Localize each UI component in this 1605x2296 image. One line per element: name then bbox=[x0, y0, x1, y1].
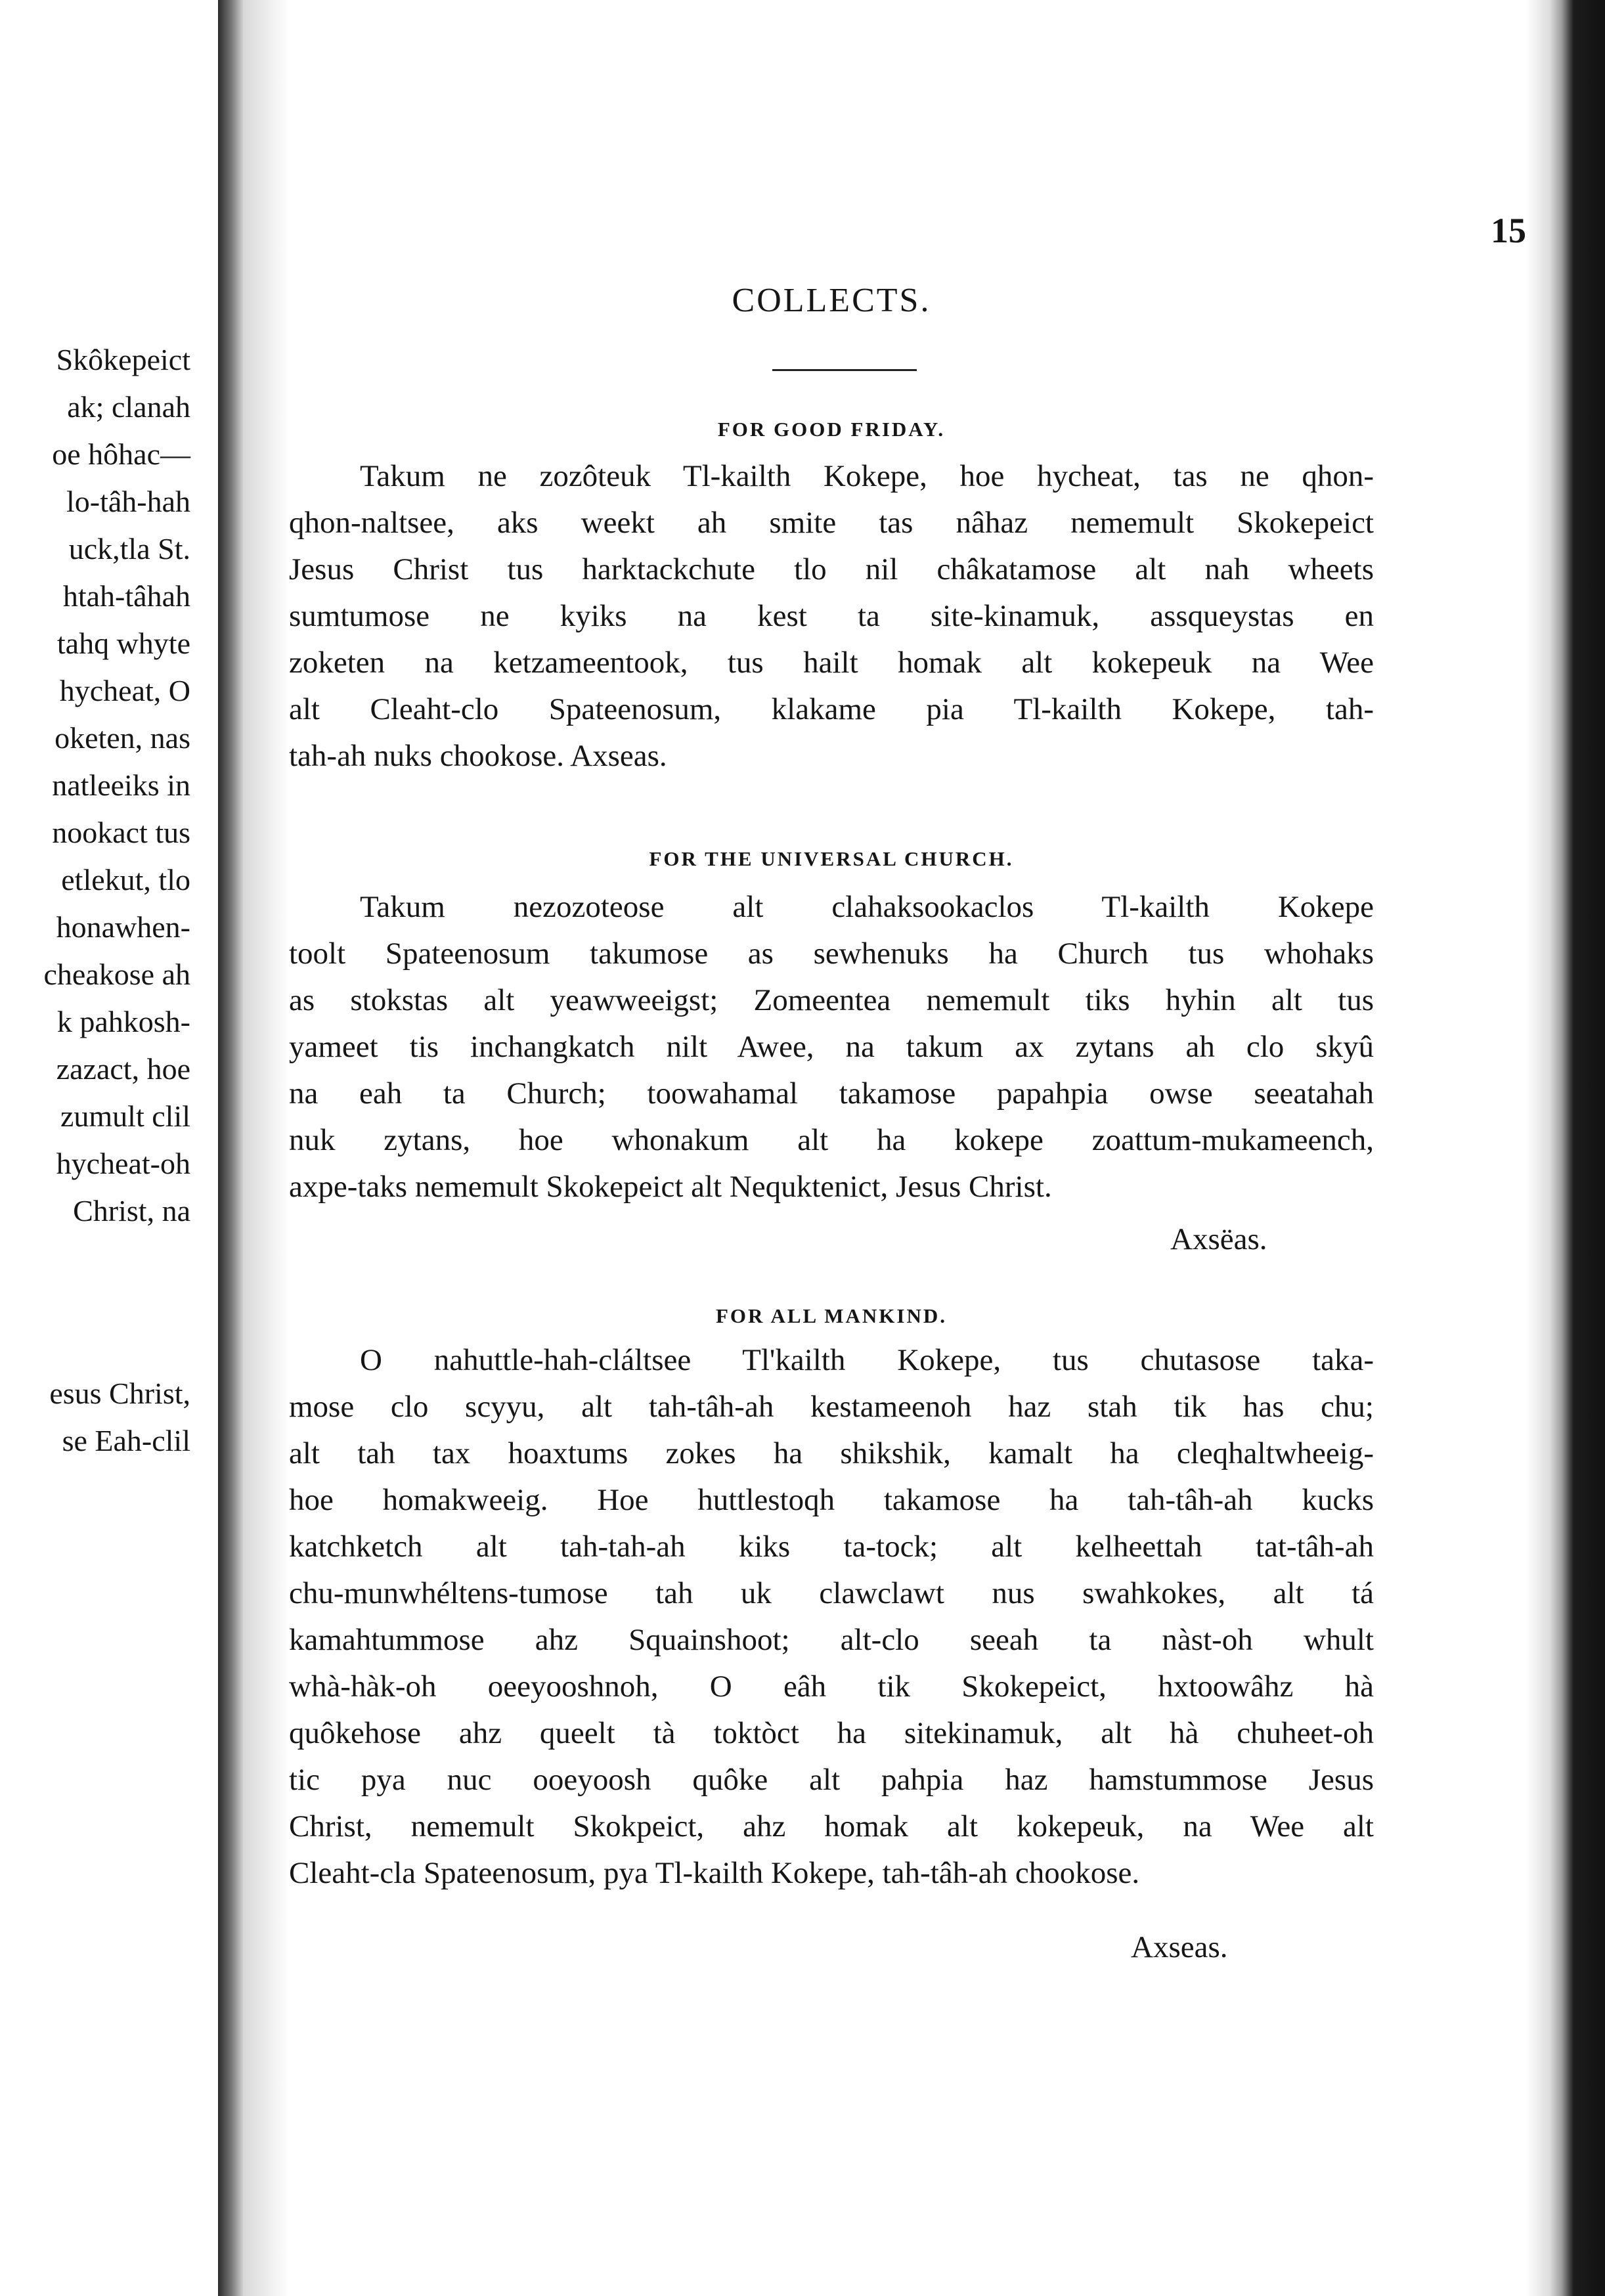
page-number: 15 bbox=[1491, 211, 1526, 250]
left-page-fragment bbox=[0, 0, 218, 2296]
left-line: zumult clil bbox=[60, 1099, 190, 1133]
text-line: axpe-taks nememult Skokepeict alt Nequktenict, Jesus Christ. bbox=[289, 1170, 1052, 1204]
text-line: katchketch alt tah-tah-ah kiks ta-tock; alt kelheettah tat-tâh-ah bbox=[289, 1530, 1374, 1564]
page-title: COLLECTS. bbox=[732, 282, 931, 319]
text-line: quôkehose ahz queelt tà toktòct ha sitekinamuk, alt hà chuheet-oh bbox=[289, 1716, 1374, 1750]
left-line: Christ, na bbox=[73, 1194, 190, 1227]
text-line: hoe homakweeig. Hoe huttlestoqh takamose ha tah-tâh-ah kucks bbox=[289, 1483, 1374, 1517]
text-line: yameet tis inchangkatch nilt Awee, na takum ax zytans ah clo skyû bbox=[289, 1030, 1374, 1064]
left-line: Skôkepeict bbox=[56, 343, 190, 376]
text-line: qhon-naltsee, aks weekt ah smite tas nâhaz nememult Skokepeict bbox=[289, 506, 1374, 540]
left-line: htah-tâhah bbox=[62, 579, 190, 613]
collect-good-friday bbox=[289, 453, 1374, 780]
left-line: etlekut, tlo bbox=[61, 863, 190, 896]
left-line: k pahkosh- bbox=[56, 1005, 190, 1038]
left-line: tahq whyte bbox=[56, 627, 190, 660]
left-line: oe hôhac— bbox=[52, 437, 190, 471]
left-line: lo-tâh-hah bbox=[66, 485, 190, 518]
left-line: esus Christ, bbox=[49, 1377, 190, 1410]
text-line: Cleaht-cla Spateenosum, pya Tl-kailth Kokepe, tah-tâh-ah chookose. bbox=[289, 1856, 1140, 1890]
text-line: Takum ne zozôteuk Tl-kailth Kokepe, hoe hycheat, tas ne qhon- bbox=[360, 459, 1374, 493]
text-line: tic pya nuc ooeyoosh quôke alt pahpia haz hamstummose Jesus bbox=[289, 1763, 1374, 1797]
right-page bbox=[289, 0, 1526, 2296]
text-line: zoketen na ketzameentook, tus hailt homak alt kokepeuk na Wee bbox=[289, 646, 1374, 680]
text-line: mose clo scyyu, alt tah-tâh-ah kestameenoh haz stah tik has chu; bbox=[289, 1390, 1374, 1424]
text-line: as stokstas alt yeawweeigst; Zomeentea nememult tiks hyhin alt tus bbox=[289, 983, 1374, 1017]
collect-universal-church bbox=[289, 884, 1374, 1210]
amen: Axsëas. bbox=[1170, 1222, 1267, 1256]
left-line: hycheat-oh bbox=[56, 1147, 190, 1180]
page-edge bbox=[1526, 0, 1605, 2296]
text-line: alt Cleaht-clo Spateenosum, klakame pia Tl-kailth Kokepe, tah- bbox=[289, 692, 1374, 726]
text-line: Christ, nememult Skokpeict, ahz homak alt kokepeuk, na Wee alt bbox=[289, 1809, 1374, 1843]
text-line: sumtumose ne kyiks na kest ta site-kinamuk, assqueystas en bbox=[289, 599, 1374, 633]
left-line: zazact, hoe bbox=[56, 1052, 190, 1086]
left-line: oketen, nas bbox=[55, 721, 190, 755]
left-line: hycheat, O bbox=[59, 674, 190, 707]
collect-all-mankind bbox=[289, 1337, 1374, 1897]
text-line: Takum nezozoteose alt clahaksookaclos Tl-kailth Kokepe bbox=[360, 890, 1374, 924]
text-line: whà-hàk-oh oeeyooshnoh, O eâh tik Skokepeict, hxtoowâhz hà bbox=[289, 1669, 1374, 1704]
section-heading-universal-church: FOR THE UNIVERSAL CHURCH. bbox=[649, 847, 1014, 870]
amen: Axseas. bbox=[1131, 1930, 1228, 1964]
section-heading-good-friday: FOR GOOD FRIDAY. bbox=[717, 418, 946, 441]
header-rule bbox=[772, 369, 917, 371]
text-line: alt tah tax hoaxtums zokes ha shikshik, kamalt ha cleqhaltwheeig- bbox=[289, 1436, 1374, 1470]
left-line: uck,tla St. bbox=[68, 532, 190, 565]
left-line: natleeiks in bbox=[52, 768, 190, 802]
text-line: kamahtummose ahz Squainshoot; alt-clo seeah ta nàst-oh whult bbox=[289, 1623, 1374, 1657]
section-heading-all-mankind: FOR ALL MANKIND. bbox=[716, 1304, 947, 1327]
text-line: chu-munwhéltens-tumose tah uk clawclawt nus swahkokes, alt tá bbox=[289, 1576, 1374, 1610]
text-line: na eah ta Church; toowahamal takamose papahpia owse seeatahah bbox=[289, 1076, 1374, 1111]
left-line: cheakose ah bbox=[43, 958, 190, 991]
text-line: toolt Spateenosum takumose as sewhenuks ha Church tus whohaks bbox=[289, 937, 1374, 971]
text-line: O nahuttle-hah-cláltsee Tl'kailth Kokepe, tus chutasose taka- bbox=[360, 1343, 1374, 1377]
left-line: nookact tus bbox=[52, 816, 190, 849]
left-line: se Eah-clil bbox=[62, 1424, 190, 1457]
text-line: Jesus Christ tus harktackchute tlo nil châkatamose alt nah wheets bbox=[289, 552, 1374, 586]
text-line: tah-ah nuks chookose. Axseas. bbox=[289, 739, 667, 773]
text-line: nuk zytans, hoe whonakum alt ha kokepe zoattum-mukameench, bbox=[289, 1123, 1374, 1157]
left-line: ak; clanah bbox=[67, 390, 190, 424]
left-line: honawhen- bbox=[56, 910, 190, 944]
